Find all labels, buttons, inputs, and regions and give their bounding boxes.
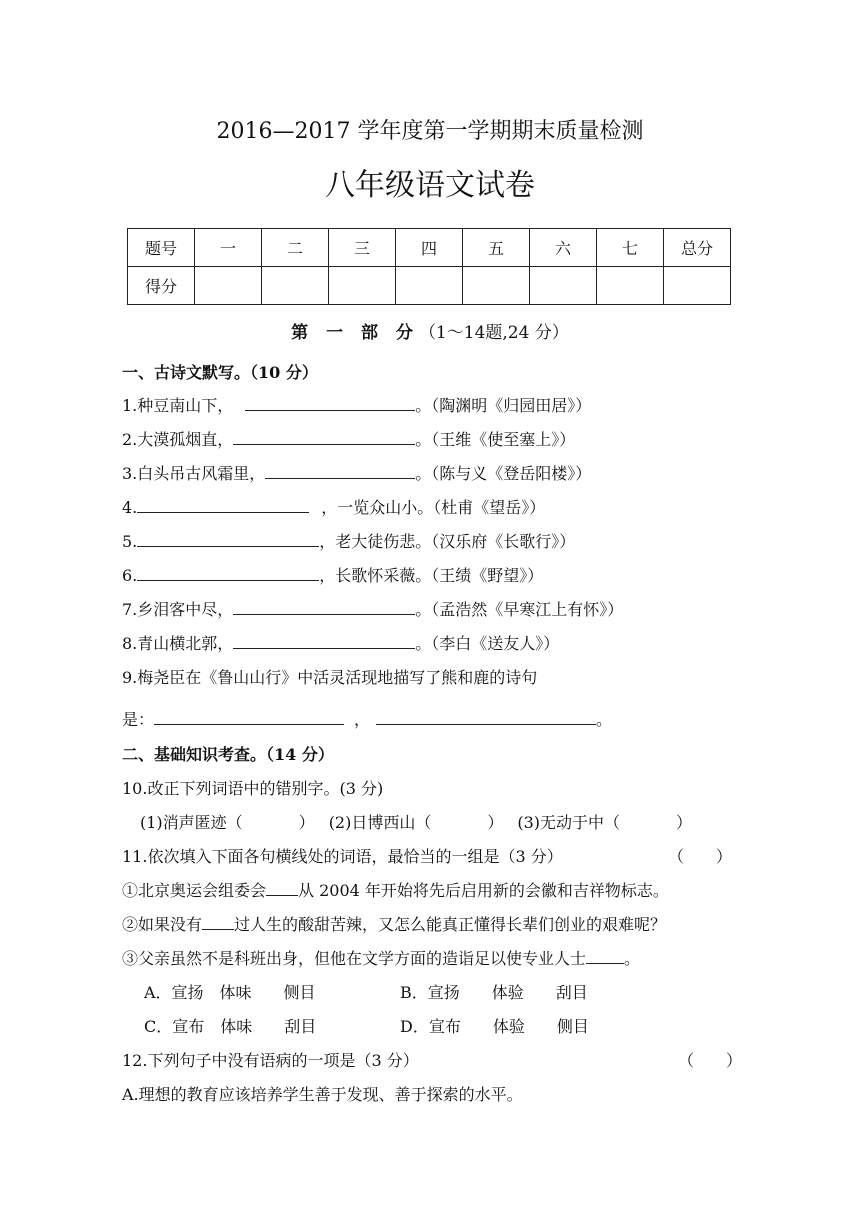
- question-source: 。（陶渊明《归园田居》）: [415, 396, 592, 415]
- sentence-text: ③父亲虽然不是科班出身，但他在文学方面的造诣足以使专业人士: [122, 949, 587, 968]
- score-input-cell[interactable]: [329, 267, 396, 305]
- score-input-cell[interactable]: [530, 267, 597, 305]
- answer-blank[interactable]: [586, 949, 624, 964]
- score-cell: 总分: [664, 229, 731, 267]
- answer-blank[interactable]: [202, 915, 234, 930]
- question-12-option-a[interactable]: A.理想的教育应该培养学生善于发现、善于探索的水平。: [122, 1085, 523, 1104]
- score-input-cell[interactable]: [396, 267, 463, 305]
- punctuation: ，: [354, 710, 371, 729]
- question-1: [122, 393, 591, 416]
- question-source: ，长歌怀采薇。（王绩《野望》）: [319, 566, 544, 585]
- score-input-cell[interactable]: [597, 267, 664, 305]
- question-text: 3.白头吊古风霜里，: [122, 464, 266, 483]
- sentence-text: 。: [624, 949, 641, 968]
- exam-title: 八年级语文试卷: [325, 168, 535, 203]
- answer-blank[interactable]: [265, 464, 415, 479]
- sentence-text: 从 2004 年开始将先后启用新的会徽和吉祥物标志。: [298, 881, 669, 900]
- question-6: [122, 563, 543, 586]
- question-text: 7.乡泪客中尽，: [122, 600, 234, 619]
- question-3: [122, 461, 591, 484]
- score-input-cell[interactable]: [195, 267, 262, 305]
- question-5: [122, 529, 575, 552]
- question-source: 。（陈与义《登岳阳楼》）: [415, 464, 592, 483]
- question-source: ，一览众山小。（杜甫《望岳》）: [321, 498, 546, 517]
- question-11-sentence-1: [122, 878, 669, 901]
- question-8: [122, 631, 559, 654]
- correction-item: (3)无动于中（: [517, 813, 621, 832]
- answer-paren[interactable]: （ ）: [678, 1051, 743, 1070]
- question-source: 。（李白《送友人》）: [415, 634, 560, 653]
- score-table-header-row: [128, 229, 731, 267]
- score-cell: 二: [262, 229, 329, 267]
- score-cell: 得分: [128, 267, 195, 305]
- part-heading: [0, 318, 860, 343]
- punctuation: ）: [676, 813, 693, 832]
- question-text: 4.: [122, 498, 138, 517]
- score-cell: 五: [463, 229, 530, 267]
- question-source: 。（孟浩然《早寒江上有怀》）: [415, 600, 624, 619]
- question-12: 12.下列句子中没有语病的一项是（3 分）: [122, 1051, 419, 1070]
- answer-blank[interactable]: [376, 710, 596, 725]
- question-text: 8.青山横北郭，: [122, 634, 234, 653]
- sentence-text: 过人生的酸甜苦辣，又怎么能真正懂得长辈们创业的艰难呢？: [234, 915, 667, 934]
- question-10: 10.改正下列词语中的错别字。(3 分): [122, 779, 384, 798]
- score-table: [127, 228, 731, 305]
- score-cell: 一: [195, 229, 262, 267]
- answer-blank[interactable]: [233, 600, 415, 615]
- question-9: 9.梅尧臣在《鲁山山行》中活灵活现地描写了熊和鹿的诗句: [122, 668, 538, 687]
- question-11: 11.依次填入下面各句横线处的词语，最恰当的一组是（3 分）: [122, 847, 563, 866]
- punctuation: 。: [596, 710, 613, 729]
- question-source: ，老大徒伤悲。（汉乐府《长歌行》）: [319, 532, 576, 551]
- question-9-answer: [122, 707, 612, 730]
- question-11-sentence-2: [122, 912, 666, 935]
- score-cell: 七: [597, 229, 664, 267]
- score-cell: 四: [396, 229, 463, 267]
- correction-item: (2)日博西山（: [328, 813, 432, 832]
- question-text: 1.种豆南山下，: [122, 396, 234, 415]
- correction-item: (1)消声匿迹（: [140, 813, 243, 832]
- score-table-score-row: [128, 267, 731, 305]
- answer-blank[interactable]: [233, 430, 415, 445]
- answer-blank[interactable]: [137, 498, 309, 513]
- question-2: [122, 427, 575, 450]
- option-c[interactable]: C．宣布 体味 刮目: [144, 1017, 317, 1036]
- section-2-title: 二、基础知识考查。（14 分）: [122, 745, 334, 764]
- score-cell: 六: [530, 229, 597, 267]
- question-10-items: [140, 810, 692, 833]
- punctuation: ）: [487, 813, 504, 832]
- answer-paren[interactable]: （ ）: [668, 847, 733, 866]
- option-b[interactable]: B．宣扬 体验 刮目: [400, 983, 588, 1002]
- exam-subtitle: 2016—2017 学年度第一学期期末质量检测: [216, 119, 644, 144]
- score-cell: 三: [329, 229, 396, 267]
- score-input-cell[interactable]: [262, 267, 329, 305]
- section-1-title: 一、古诗文默写。（10 分）: [122, 363, 318, 382]
- sentence-text: ②如果没有: [122, 915, 203, 934]
- score-input-cell[interactable]: [463, 267, 530, 305]
- part-label: 第 一 部 分: [291, 323, 419, 343]
- question-4: [122, 495, 545, 518]
- score-input-cell[interactable]: [664, 267, 731, 305]
- question-source: 。（王维《使至塞上》）: [415, 430, 576, 449]
- option-d[interactable]: D．宣布 体验 侧目: [400, 1017, 589, 1036]
- question-text: 5.: [122, 532, 138, 551]
- answer-blank[interactable]: [137, 566, 319, 581]
- score-cell: 题号: [128, 229, 195, 267]
- question-text: 6.: [122, 566, 138, 585]
- question-11-sentence-3: [122, 946, 640, 969]
- answer-blank[interactable]: [266, 881, 298, 896]
- question-7: [122, 597, 623, 620]
- answer-blank[interactable]: [245, 396, 415, 411]
- option-a[interactable]: A．宣扬 体味 侧目: [144, 983, 316, 1002]
- punctuation: ）: [298, 813, 315, 832]
- part-note: （1～14题,24 分）: [418, 323, 569, 343]
- answer-blank[interactable]: [233, 634, 415, 649]
- question-text: 是：: [122, 710, 155, 729]
- question-text: 2.大漠孤烟直，: [122, 430, 234, 449]
- answer-blank[interactable]: [154, 710, 344, 725]
- sentence-text: ①北京奥运会组委会: [122, 881, 267, 900]
- answer-blank[interactable]: [137, 532, 319, 547]
